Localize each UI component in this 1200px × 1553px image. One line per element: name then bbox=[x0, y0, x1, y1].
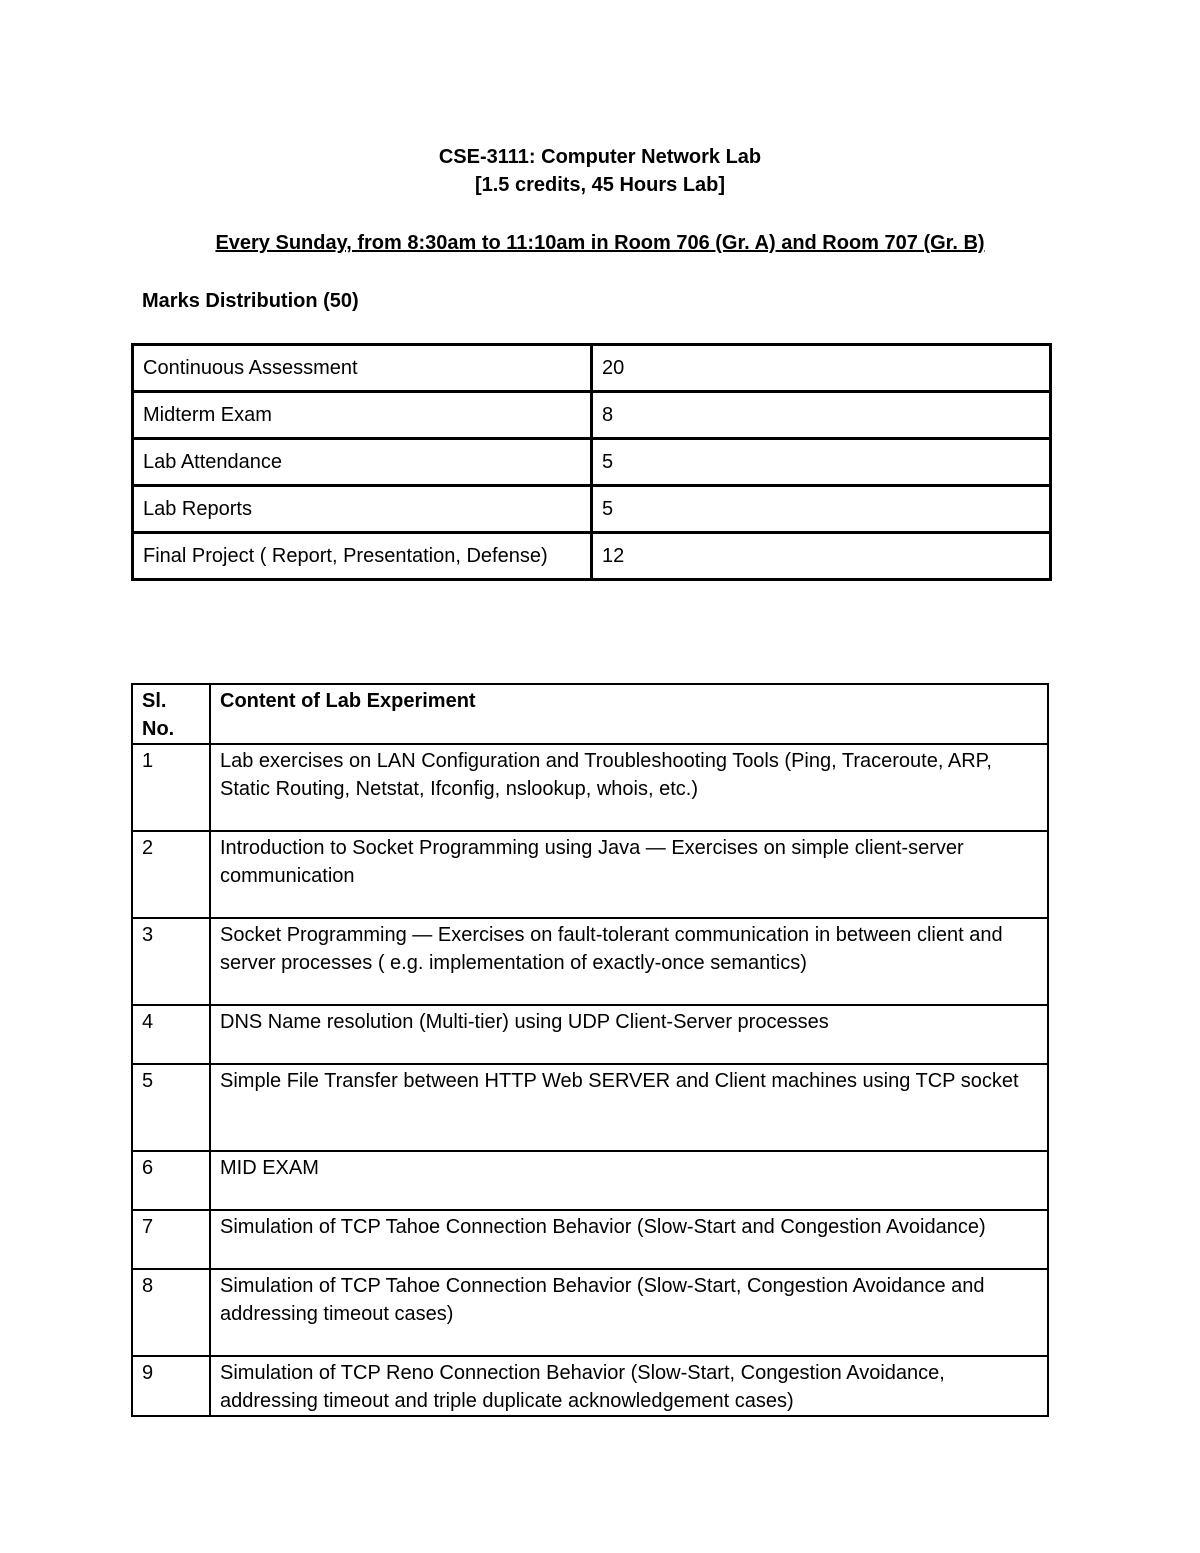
experiment-sl: 4 bbox=[132, 1005, 210, 1064]
experiment-content: Simulation of TCP Tahoe Connection Behavior (Slow-Start, Congestion Avoidance and addressing timeout cases) bbox=[210, 1269, 1048, 1356]
sl-no-header: Sl. No. bbox=[132, 684, 210, 744]
table-row bbox=[132, 1151, 1048, 1210]
table-row bbox=[132, 744, 1048, 831]
marks-value: 5 bbox=[592, 439, 1051, 486]
marks-value: 20 bbox=[592, 345, 1051, 392]
course-credits: [1.5 credits, 45 Hours Lab] bbox=[474, 174, 726, 196]
marks-distribution-table bbox=[131, 343, 1052, 581]
table-header-row bbox=[132, 684, 1048, 744]
table-row bbox=[132, 1210, 1048, 1269]
marks-item: Lab Attendance bbox=[133, 439, 592, 486]
table-row bbox=[132, 1005, 1048, 1064]
marks-distribution-heading: Marks Distribution (50) bbox=[142, 290, 359, 312]
marks-item: Midterm Exam bbox=[133, 392, 592, 439]
content-header: Content of Lab Experiment bbox=[210, 684, 1048, 744]
marks-item: Continuous Assessment bbox=[133, 345, 592, 392]
marks-item: Final Project ( Report, Presentation, Defense) bbox=[133, 533, 592, 580]
table-row bbox=[133, 439, 1051, 486]
experiment-sl: 8 bbox=[132, 1269, 210, 1356]
experiment-sl: 5 bbox=[132, 1064, 210, 1151]
experiment-content: Simulation of TCP Reno Connection Behavior (Slow-Start, Congestion Avoidance, addressing timeout and triple duplicate acknowledgement cases) bbox=[210, 1356, 1048, 1416]
experiment-content: DNS Name resolution (Multi-tier) using UDP Client-Server processes bbox=[210, 1005, 1048, 1064]
table-row bbox=[133, 486, 1051, 533]
experiment-sl: 2 bbox=[132, 831, 210, 918]
table-row bbox=[132, 831, 1048, 918]
experiment-content: Lab exercises on LAN Configuration and Troubleshooting Tools (Ping, Traceroute, ARP, Static Routing, Netstat, Ifconfig, nslookup, whois, etc.) bbox=[210, 744, 1048, 831]
marks-item: Lab Reports bbox=[133, 486, 592, 533]
experiment-sl: 1 bbox=[132, 744, 210, 831]
experiment-content: Simulation of TCP Tahoe Connection Behavior (Slow-Start and Congestion Avoidance) bbox=[210, 1210, 1048, 1269]
table-row bbox=[132, 918, 1048, 1005]
course-title: CSE-3111: Computer Network Lab bbox=[438, 146, 762, 168]
experiment-sl: 6 bbox=[132, 1151, 210, 1210]
lab-experiments-table bbox=[131, 683, 1049, 1417]
table-row bbox=[133, 392, 1051, 439]
marks-value: 8 bbox=[592, 392, 1051, 439]
experiment-content: MID EXAM bbox=[210, 1151, 1048, 1210]
experiment-sl: 7 bbox=[132, 1210, 210, 1269]
lab-schedule: Every Sunday, from 8:30am to 11:10am in Room 706 (Gr. A) and Room 707 (Gr. B) bbox=[215, 232, 985, 254]
table-row bbox=[132, 1269, 1048, 1356]
experiment-content: Socket Programming — Exercises on fault-tolerant communication in between client and server processes ( e.g. implementation of exactly-once semantics) bbox=[210, 918, 1048, 1005]
marks-value: 5 bbox=[592, 486, 1051, 533]
experiment-content: Simple File Transfer between HTTP Web SERVER and Client machines using TCP socket bbox=[210, 1064, 1048, 1151]
table-row bbox=[133, 533, 1051, 580]
experiment-sl: 3 bbox=[132, 918, 210, 1005]
experiment-sl: 9 bbox=[132, 1356, 210, 1416]
marks-value: 12 bbox=[592, 533, 1051, 580]
table-row bbox=[132, 1064, 1048, 1151]
table-row bbox=[133, 345, 1051, 392]
table-row bbox=[132, 1356, 1048, 1416]
experiment-content: Introduction to Socket Programming using Java — Exercises on simple client-server communication bbox=[210, 831, 1048, 918]
